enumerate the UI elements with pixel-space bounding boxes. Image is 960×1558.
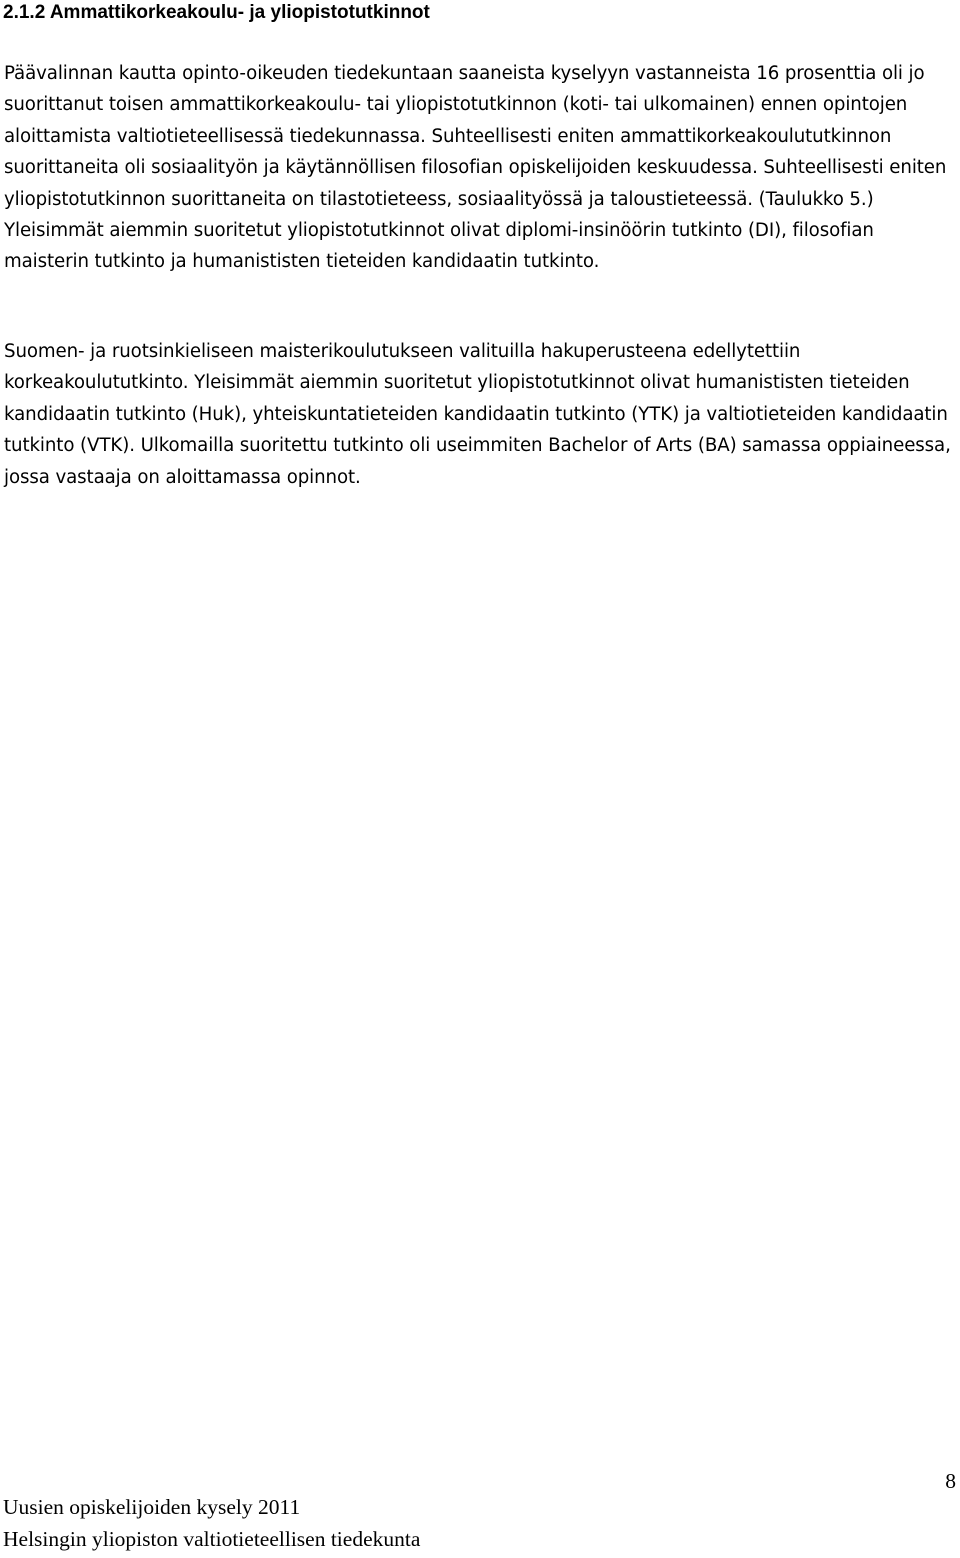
page-footer xyxy=(3,1491,420,1555)
body-paragraph-1: Päävalinnan kautta opinto-oikeuden tiedekuntaan saaneista kyselyyn vastanneista 16 prosenttia oli jo suorittanut toisen ammattikorkeakoulu- tai yliopistotutkinnon (koti- tai ulkomainen) ennen opintojen aloittamista valtiotieteellisessä tiedekunnassa. Suhteellisesti eniten ammattikorkeakoulututkinnon suorittaneita oli sosiaalityön ja käytännöllisen filosofian opiskelijoiden keskuudessa. Suhteellisesti eniten yliopistotutkinnon suorittaneita on tilastotieteess, sosiaalityössä ja taloustieteessä. (Taulukko 5.) Yleisimmät aiemmin suoritetut yliopistotutkinnot olivat diplomi-insinöörin tutkinto (DI), filosofian maisterin tutkinto ja humanististen tieteiden kandidaatin tutkinto. xyxy=(4,63,947,273)
page-number: 8 xyxy=(945,1469,956,1493)
footer-survey-title: Uusien opiskelijoiden kysely 2011 xyxy=(3,1495,301,1519)
footer-faculty-name: Helsingin yliopiston valtiotieteellisen tiedekunta xyxy=(3,1527,421,1551)
section-heading: 2.1.2 Ammattikorkeakoulu- ja yliopistotutkinnot xyxy=(3,2,430,23)
body-paragraph-2: Suomen- ja ruotsinkieliseen maisterikoulutukseen valituilla hakuperusteena edellytettiin korkeakoulututkinto. Yleisimmät aiemmin suoritetut yliopistotutkinnot olivat humanististen tieteiden kandidaatin tutkinto (Huk), yhteiskuntatieteiden kandidaatin tutkinto (YTK) ja valtiotieteiden kandidaatin tutkinto (VTK). Ulkomailla suoritettu tutkinto oli useimmiten Bachelor of Arts (BA) samassa oppiaineessa, jossa vastaaja on aloittamassa opinnot. xyxy=(4,341,951,488)
